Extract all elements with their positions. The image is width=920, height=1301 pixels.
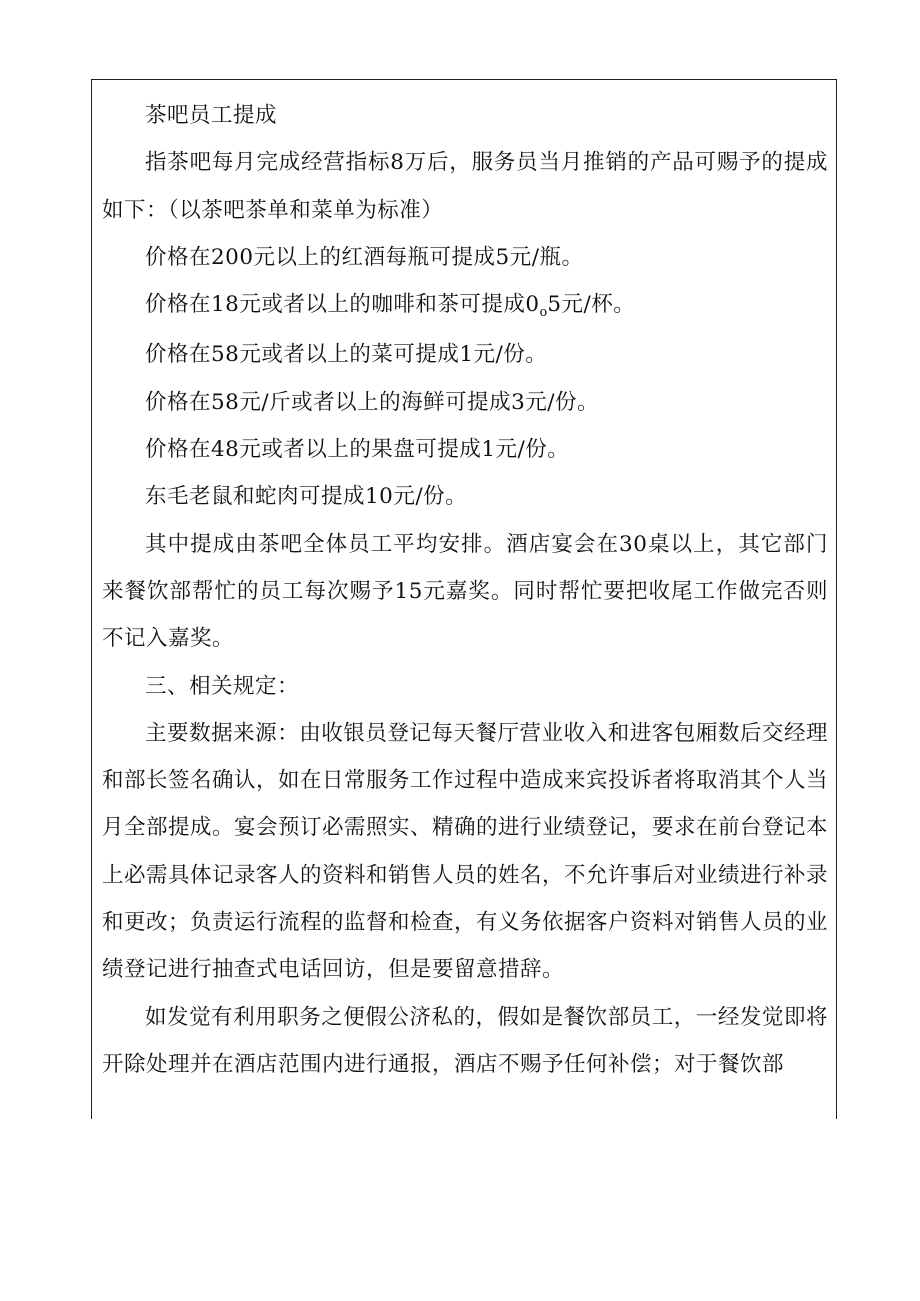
document-body <box>102 92 828 1088</box>
commission-item-dish: 价格在58元或者以上的菜可提成1元/份。 <box>145 342 548 368</box>
section-title-regulations: 三、相关规定： <box>145 673 300 699</box>
misconduct-paragraph: 如发觉有利用职务之便假公济私的，假如是餐饮部员工，一经发觉即将开除处理并在酒店范围内进行通报，酒店不赐予任何补偿；对于餐饮部 <box>102 1004 828 1077</box>
commission-item-wine: 价格在200元以上的红酒每瓶可提成5元/瓶。 <box>145 244 584 270</box>
coffee-text-before: 价格在18元或者以上的咖啡和茶可提成0 <box>145 292 540 318</box>
commission-item-fruit: 价格在48元或者以上的果盘可提成1元/份。 <box>145 437 570 463</box>
coffee-text-sub: o <box>539 305 548 321</box>
data-source-paragraph: 主要数据来源：由收银员登记每天餐厅营业收入和进客包厢数后交经理和部长签名确认，如在日常服务工作过程中造成来宾投诉者将取消其个人当月全部提成。宴会预订必需照实、精确的进行业绩登记，要求在前台登记本上必需具体记录客人的资料和销售人员的姓名，不允许事后对业绩进行补录和更改；负责运行流程的监督和检查，有义务依据客户资料对销售人员的业绩登记进行抽查式电话回访，但是要留意措辞。 <box>102 720 829 983</box>
commission-intro: 指茶吧每月完成经营指标8万后，服务员当月推销的产品可赐予的提成如下：（以茶吧茶单和菜单为标准） <box>102 150 828 223</box>
document-frame <box>91 79 837 1119</box>
commission-item-coffee <box>102 281 828 331</box>
coffee-text-after: 5元/杯。 <box>547 292 636 318</box>
tea-bar-heading: 茶吧员工提成 <box>145 103 278 128</box>
commission-item-seafood: 价格在58元/斤或者以上的海鲜可提成3元/份。 <box>145 389 600 415</box>
commission-item-special: 东毛老鼠和蛇肉可提成10元/份。 <box>145 484 468 510</box>
commission-distribution: 其中提成由茶吧全体员工平均安排。酒店宴会在30桌以上，其它部门来餐饮部帮忙的员工每次赐予15元嘉奖。同时帮忙要把收尾工作做完否则不记入嘉奖。 <box>102 531 828 652</box>
